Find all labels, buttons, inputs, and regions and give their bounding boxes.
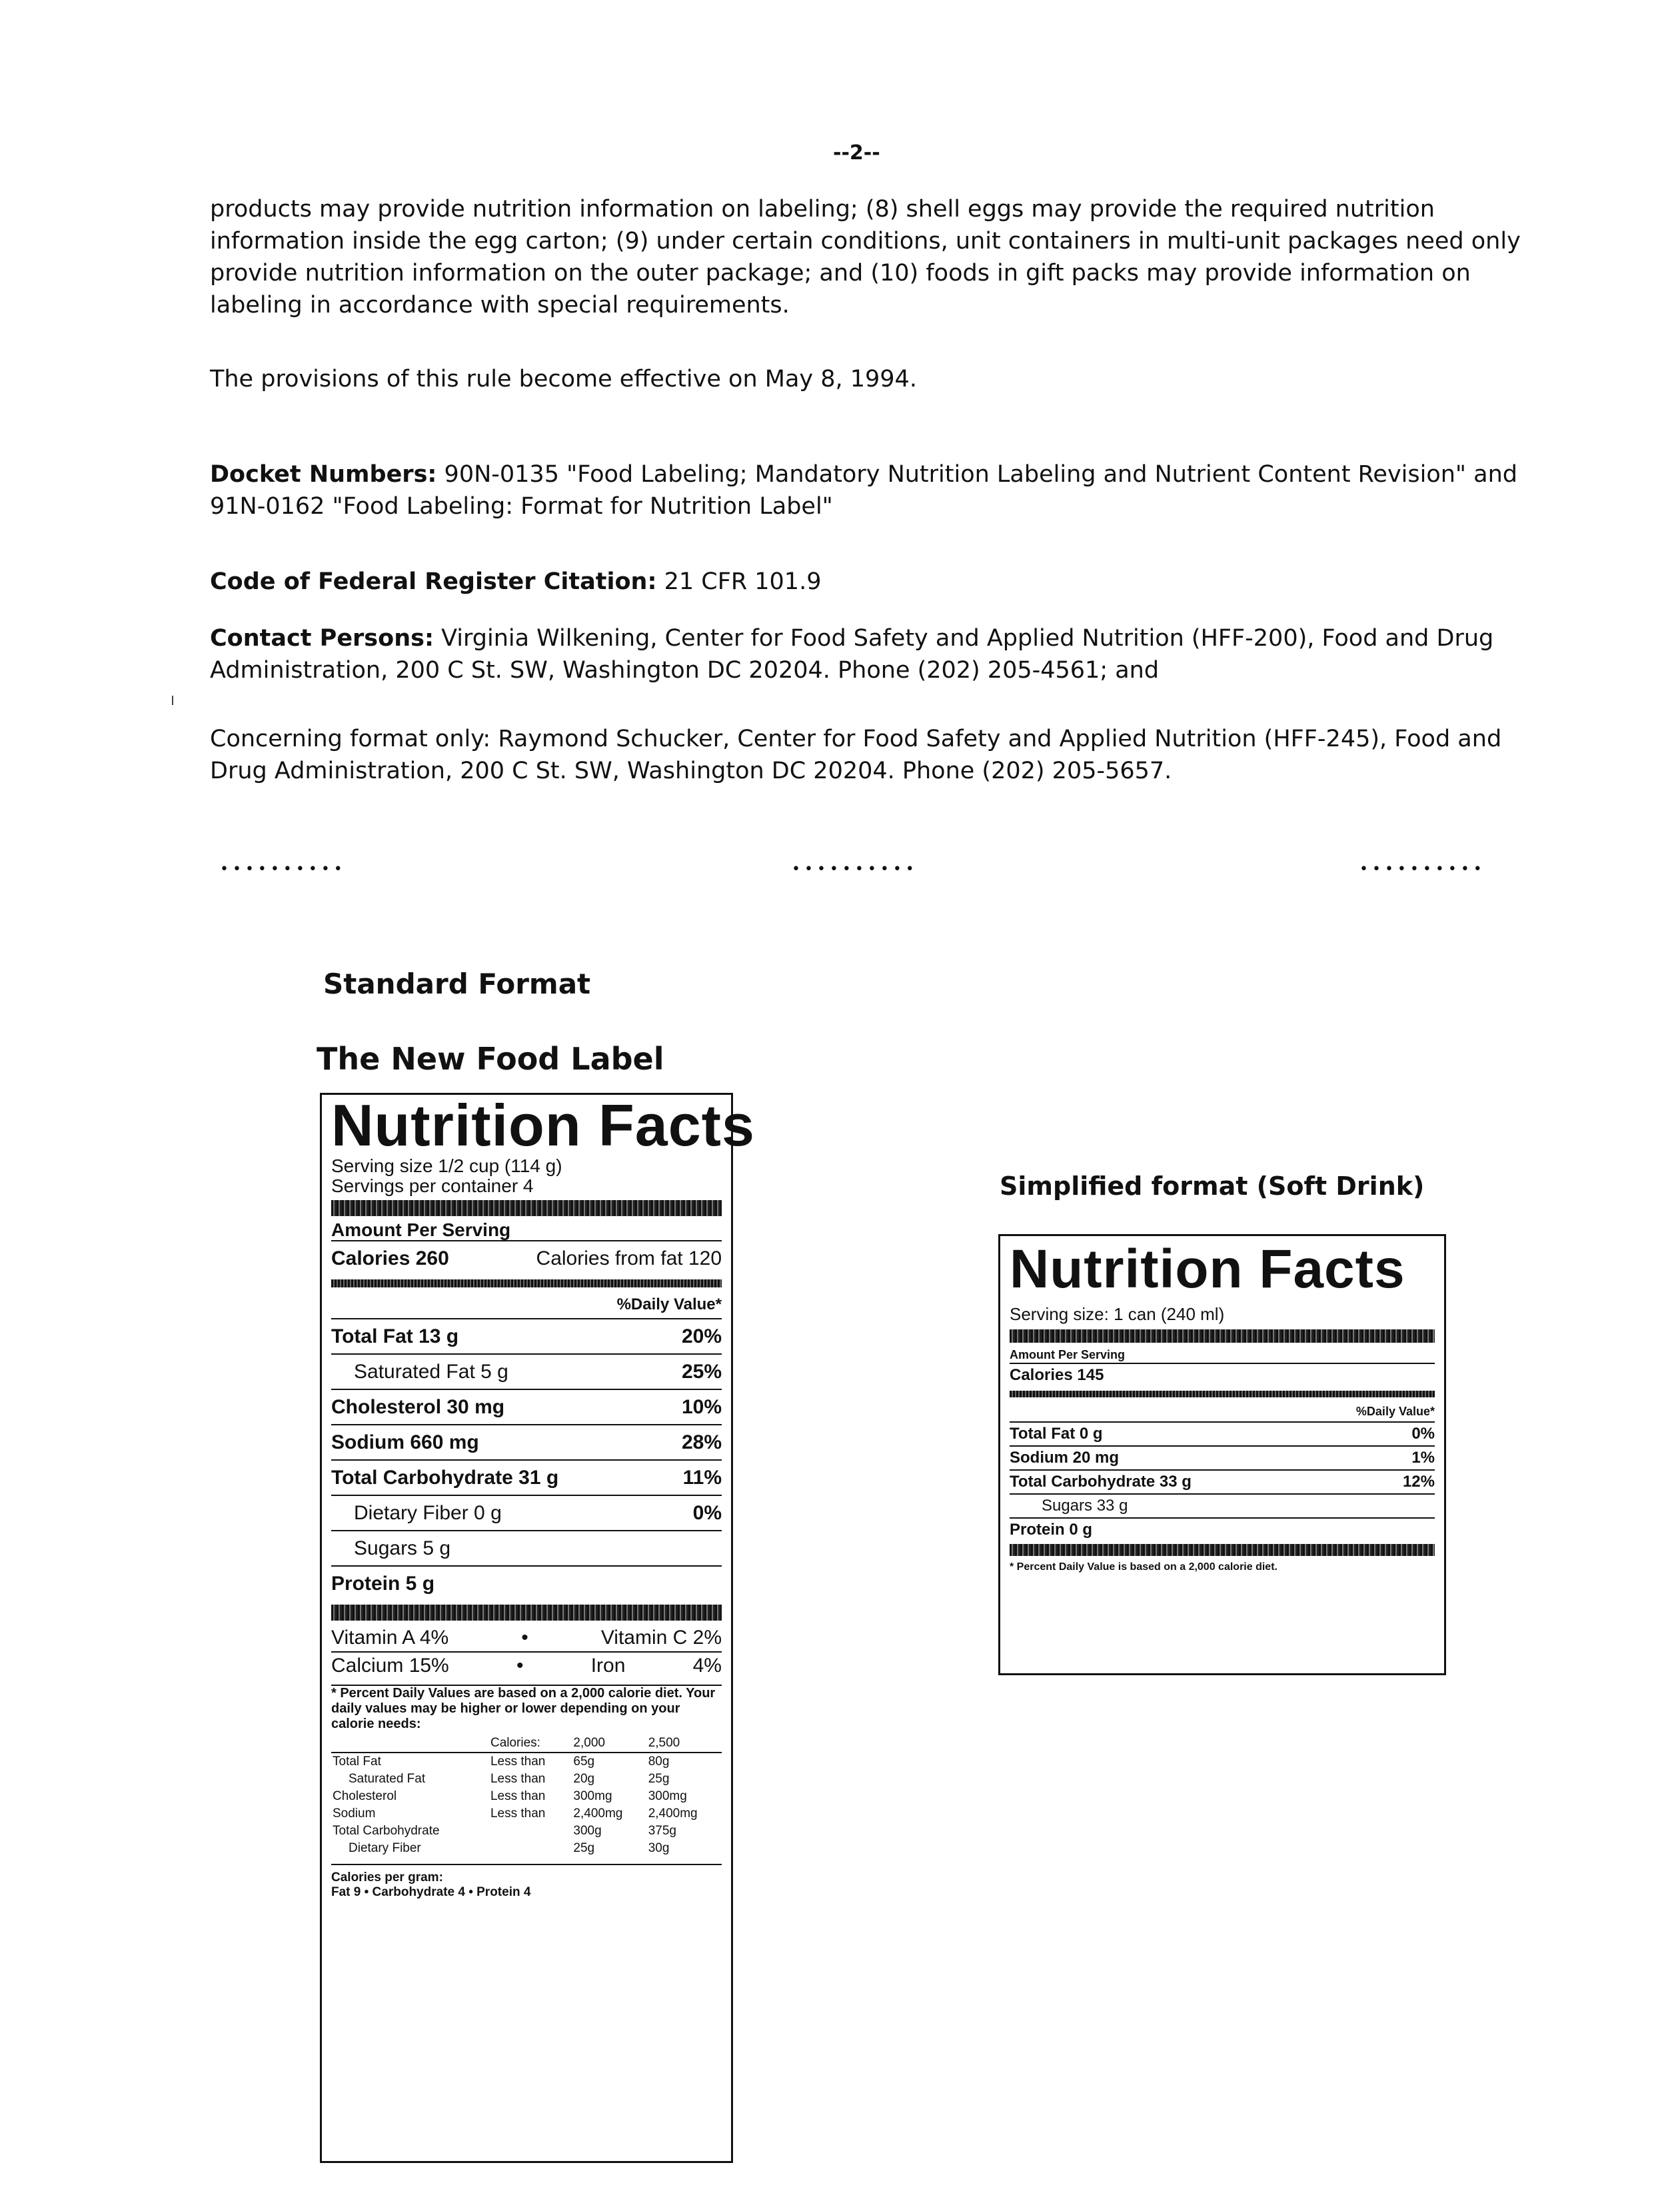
table-cell (489, 1823, 572, 1840)
table-cell: Less than (490, 1789, 546, 1803)
calories-per-gram (331, 1864, 722, 1900)
table-cell: Less than (490, 1755, 546, 1769)
table-cell: Dietary Fiber (349, 1841, 421, 1855)
nutrient-dv: 20% (681, 1325, 722, 1347)
table-cell: 300mg (648, 1789, 687, 1803)
nutrient-row (331, 1389, 722, 1424)
nutrient-name: Sugars 33 g (1042, 1497, 1128, 1515)
nutrient-row (1010, 1493, 1435, 1517)
cfr-text: 21 CFR 101.9 (664, 568, 822, 595)
nutrient-row (1010, 1421, 1435, 1445)
nutrient-name: Dietary Fiber 0 g (354, 1502, 502, 1524)
nutrient-dv: 0% (1411, 1425, 1435, 1443)
label-thick-bar (331, 1200, 722, 1216)
docket-text: 90N-0135 "Food Labeling; Mandatory Nutrition Labeling and Nutrient Content Revision" and 91N-0162 "Food Labeling: Format for Nutrition Label" (210, 461, 1518, 520)
table-cell: Cholesterol (333, 1789, 397, 1803)
nutrient-row (331, 1353, 722, 1389)
simplified-format-heading: Simplified format (Soft Drink) (1000, 1171, 1425, 1201)
label-medium-bar (1010, 1391, 1435, 1397)
nutrient-row (331, 1424, 722, 1459)
nutrient-name: Protein 5 g (331, 1573, 435, 1595)
contact-label: Contact Persons: (210, 625, 434, 652)
table-header-label: Calories: (489, 1735, 572, 1753)
table-row (331, 1805, 722, 1823)
nutrient-name: Total Carbohydrate 31 g (331, 1467, 559, 1489)
calories-per-gram-values: Fat 9 • Carbohydrate 4 • Protein 4 (331, 1885, 531, 1899)
format-contact-paragraph: Concerning format only: Raymond Schucker, Center for Food Safety and Applied Nutrition (HFF-245), Food and Drug Administration, 200 C St. SW, Washington DC 20204. Phone (202) 205-5657. (210, 726, 1502, 784)
nutrient-row (331, 1565, 722, 1601)
daily-value-footnote: * Percent Daily Values are based on a 2,000 calorie diet. Your daily values may be higher or lower depending on your calorie needs: (331, 1685, 722, 1732)
bullet: • (521, 1627, 528, 1649)
calories-row (1010, 1363, 1435, 1387)
mineral-row (331, 1651, 722, 1679)
nutrient-dv: 11% (682, 1467, 722, 1489)
nutrient-name: Saturated Fat 5 g (354, 1361, 508, 1383)
calcium: Calcium 15% (331, 1655, 449, 1677)
nutrient-name: Total Carbohydrate 33 g (1010, 1473, 1192, 1491)
cfr-citation-paragraph (210, 566, 1536, 598)
nutrient-dv: 25% (681, 1361, 722, 1383)
table-row (331, 1771, 722, 1788)
table-header-col1: 2,000 (572, 1735, 646, 1753)
separator-dots-right: •••••••••• (1359, 861, 1486, 878)
amount-per-serving: Amount Per Serving (1010, 1348, 1126, 1361)
label-title: Nutrition Facts (331, 1092, 755, 1158)
table-cell: 65g (573, 1755, 595, 1769)
table-cell: Less than (490, 1772, 546, 1786)
table-row (331, 1788, 722, 1805)
nutrient-name: Cholesterol 30 mg (331, 1396, 505, 1418)
calories-from-fat: Calories from fat 120 (536, 1247, 722, 1269)
nutrient-row (1010, 1517, 1435, 1541)
bullet: • (516, 1655, 524, 1677)
label-thick-bar (331, 1605, 722, 1621)
docket-numbers-paragraph (210, 458, 1536, 522)
daily-value-table (331, 1735, 722, 1857)
nutrient-name: Total Fat 0 g (1010, 1425, 1103, 1443)
daily-value-header: %Daily Value* (616, 1295, 722, 1313)
calories: Calories 145 (1010, 1366, 1104, 1384)
nutrient-dv: 12% (1402, 1473, 1435, 1491)
calories-per-gram-label: Calories per gram: (331, 1870, 443, 1884)
iron-label: Iron (590, 1655, 626, 1677)
page-number: --2-- (833, 141, 880, 165)
table-cell: 2,400mg (648, 1807, 698, 1821)
margin-mark (172, 696, 173, 705)
separator-dots-middle: •••••••••• (792, 861, 918, 878)
table-cell: Total Fat (333, 1755, 381, 1769)
vitamin-c: Vitamin C 2% (600, 1627, 722, 1649)
table-cell: 25g (573, 1841, 595, 1855)
table-row (331, 1823, 722, 1840)
nutrient-dv: 1% (1411, 1449, 1435, 1467)
serving-size: Serving size: 1 can (240 ml) (1010, 1304, 1225, 1324)
effective-date-paragraph: The provisions of this rule become effective on May 8, 1994. (210, 366, 917, 392)
calories-row (331, 1240, 722, 1275)
table-cell: Total Carbohydrate (333, 1824, 440, 1838)
nutrient-name: Sodium 20 mg (1010, 1449, 1120, 1467)
table-cell: Less than (490, 1807, 546, 1821)
table-cell: 300g (573, 1824, 602, 1838)
vitamin-a: Vitamin A 4% (331, 1627, 449, 1649)
table-cell: 25g (648, 1772, 670, 1786)
table-cell: 30g (648, 1841, 670, 1855)
paragraph-continuation: products may provide nutrition information on labeling; (8) shell eggs may provide the required nutrition information inside the egg carton; (9) under certain conditions, unit containers in multi-unit packages need only provide nutrition information on the outer package; and (10) foods in gift packs may provide information on labeling in accordance with special requirements. (210, 196, 1521, 319)
contact-persons-paragraph (210, 622, 1536, 686)
label-title: Nutrition Facts (1010, 1239, 1405, 1299)
nutrient-name: Sugars 5 g (354, 1537, 451, 1559)
nutrient-row (331, 1459, 722, 1495)
nutrient-row (331, 1495, 722, 1530)
table-cell: 375g (648, 1824, 676, 1838)
table-row (331, 1840, 722, 1857)
separator-dots-left: •••••••••• (220, 861, 347, 878)
contact-text: Virginia Wilkening, Center for Food Safety and Applied Nutrition (HFF-200), Food and Drug Administration, 200 C St. SW, Washington DC 20204. Phone (202) 205-4561; and (210, 625, 1494, 684)
table-header-row (331, 1735, 722, 1753)
table-cell: 2,400mg (573, 1807, 623, 1821)
label-medium-bar (331, 1279, 722, 1287)
standard-format-heading: Standard Format (323, 968, 591, 1000)
table-cell (489, 1840, 572, 1857)
nutrient-dv: 10% (681, 1396, 722, 1418)
daily-value-footnote: * Percent Daily Value is based on a 2,000 calorie diet. (1010, 1561, 1277, 1573)
serving-size: Serving size 1/2 cup (114 g) (331, 1155, 562, 1176)
calories: Calories 260 (331, 1247, 449, 1269)
new-food-label-heading: The New Food Label (317, 1041, 664, 1077)
nutrient-name: Total Fat 13 g (331, 1325, 459, 1347)
iron-value: 4% (692, 1655, 722, 1677)
nutrient-row (1010, 1469, 1435, 1493)
table-cell: 80g (648, 1755, 670, 1769)
table-cell: Sodium (333, 1807, 376, 1821)
nutrient-row (331, 1530, 722, 1565)
label-thick-bar (1010, 1544, 1435, 1556)
standard-nutrition-label (320, 1092, 755, 2163)
nutrient-row (1010, 1445, 1435, 1469)
daily-value-header: %Daily Value* (1355, 1405, 1435, 1418)
nutrient-dv: 28% (681, 1431, 722, 1453)
table-cell: Saturated Fat (349, 1772, 426, 1786)
servings-per-container: Servings per container 4 (331, 1175, 534, 1196)
amount-per-serving: Amount Per Serving (331, 1219, 511, 1240)
docket-label: Docket Numbers: (210, 461, 437, 488)
nutrient-dv: 0% (692, 1502, 722, 1524)
table-header-col2: 2,500 (647, 1735, 722, 1753)
table-row (331, 1753, 722, 1771)
nutrient-name: Sodium 660 mg (331, 1431, 479, 1453)
table-cell: 20g (573, 1772, 595, 1786)
nutrient-name: Protein 0 g (1010, 1521, 1093, 1539)
table-cell: 300mg (573, 1789, 612, 1803)
simplified-nutrition-label (998, 1234, 1446, 1675)
label-thick-bar (1010, 1329, 1435, 1343)
cfr-label: Code of Federal Register Citation: (210, 568, 657, 595)
nutrient-row (331, 1318, 722, 1353)
vitamin-row (331, 1625, 722, 1651)
